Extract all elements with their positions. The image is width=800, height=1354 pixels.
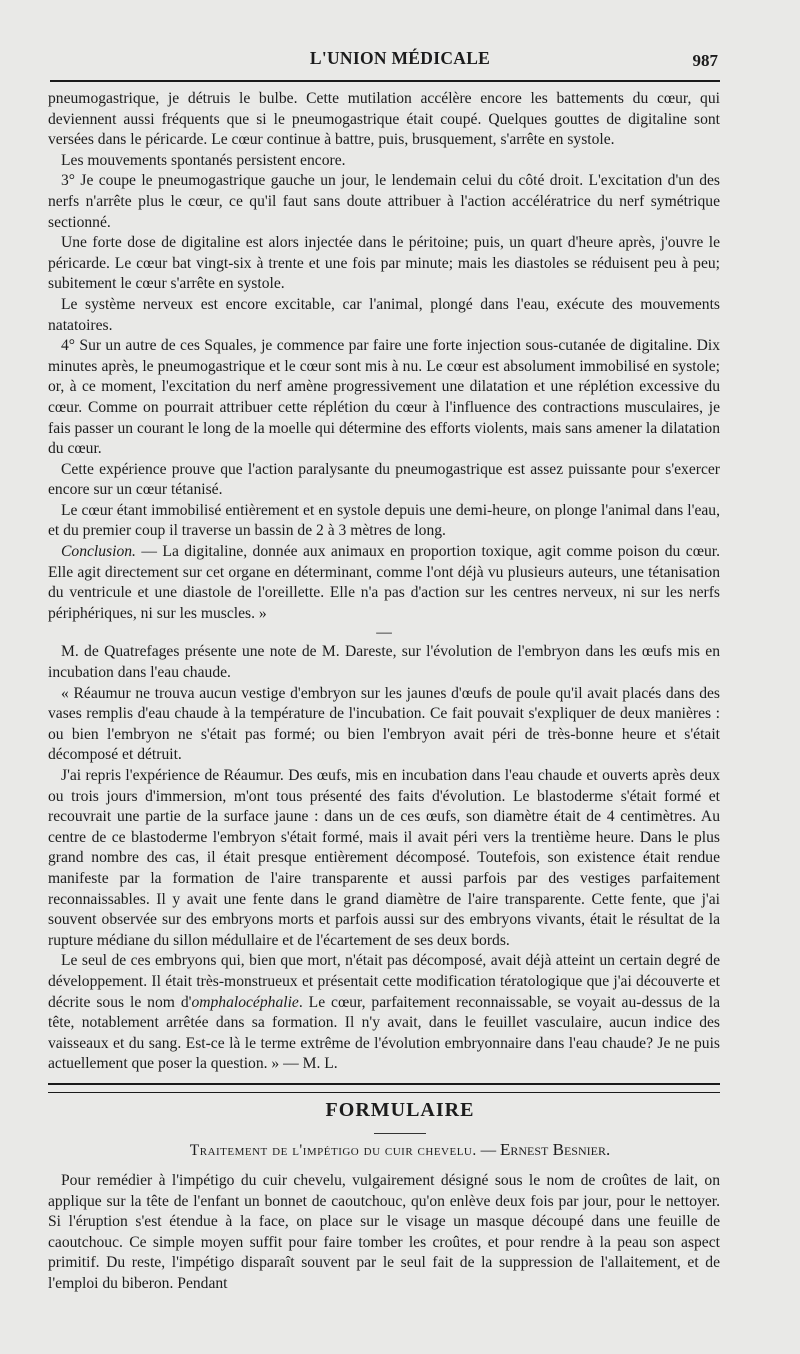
term-omphalocephalie: omphalocéphalie xyxy=(191,993,299,1011)
paragraph: pneumogastrique, je détruis le bulbe. Cette mutilation accélère encore les battements du cœur, qui deviennent aussi fréquents que si le pneumogastrique était coupé. Quelques gouttes de digitaline sont versées dans le péricarde. Le cœur continue à battre, puis, brusquement, s'arrête en systole. xyxy=(48,90,720,149)
formula-heading xyxy=(0,1138,800,1163)
paragraph: 4° Sur un autre de ces Squales, je commence par faire une forte injection sous-cutanée de digitaline. Dix minutes après, le pneumogastrique et le cœur sont mis à nu. Le cœur est absolument immobilisé en systole; or, à ce moment, l'excitation du nerf amène progressivement une dilatation et une réplétion excessive du cœur. Comme on pourrait attribuer cette réplétion du cœur à l'influence des contractions musculaires, je fais passer un courant le long de la moelle qui détermine des efforts violents, mais sans amener la dilatation du cœur. xyxy=(48,337,720,458)
paragraph-text: Le seul de ces embryons qui, bien que mort, n'était pas décomposé, avait déjà atteint un certain degré de développement. Il était très-monstrueux et présentait cette modification tératologique que j'ai découverte et décrite sous le nom d' xyxy=(48,952,720,1011)
paragraph: 3° Je coupe le pneumogastrique gauche un jour, le lendemain celui du côté droit. L'excitation d'un des nerfs n'arrête plus le cœur, ce qu'il faut sans doute attribuer à l'action accélératrice du nerf symétrique sectionné. xyxy=(48,172,720,231)
section-double-rule xyxy=(48,1083,720,1093)
paragraph: « Réaumur ne trouva aucun vestige d'embryon sur les jaunes d'œufs de poule qu'il avait placés dans des vases remplis d'eau chaude à la température de l'incubation. Ce fait pouvait s'expliquer de deux manières : ou bien l'embryon ne s'était pas formé; ou bien l'embryon avait péri de très-bonne heure et s'était décomposé et détruit. xyxy=(48,684,720,764)
paragraph: Le système nerveux est encore excitable, car l'animal, plongé dans l'eau, exécute des mouvements natatoires. xyxy=(48,295,720,334)
paragraph: Le cœur étant immobilisé entièrement et en systole depuis une demi-heure, on plonge l'animal dans l'eau, et du premier coup il traverse un bassin de 2 à 3 mètres de long. xyxy=(48,501,720,540)
paragraph: J'ai repris l'expérience de Réaumur. Des œufs, mis en incubation dans l'eau chaude et ouverts après deux ou trois jours d'immersion, m'ont tous présenté des faits d'évolution. Le blastoderme s'était formé et recouvrait une partie de la surface jaune : dans un de ces œufs, son diamètre était de 4 centimètres. Au centre de ce blastoderme l'embryon s'était formé, mais il avait péri vers la trentième heure. Dans le plus grand nombre des cas, il était presque entièrement décomposé. Toutefois, son existence était rendue manifeste par la formation de l'aire transparente et aussi parfois par des vestiges parfaitement reconnaissables. Il y avait une fente dans le grand diamètre de l'aire transparente. Cette fente, que j'ai souvent observée sur des embryons morts et parfois aussi sur des embryons vivants, était le résultat de la rupture médiane du sillon médullaire et de l'écartement de ses deux bords. xyxy=(48,767,720,949)
paragraph: Cette expérience prouve que l'action paralysante du pneumogastrique est assez puissante pour s'exercer encore sur un cœur tétanisé. xyxy=(48,460,720,499)
formula-title: Traitement de l'impétigo du cuir chevelu. xyxy=(189,1142,477,1159)
paragraph: Pour remédier à l'impétigo du cuir chevelu, vulgairement désigné sous le nom de croûtes de lait, on applique sur la tête de l'enfant un bonnet de caoutchouc, qu'on enlève deux fois par jour, pour le nettoyer. Si l'éruption s'est étendue à la face, on place sur le visage un masque découpé dans une feuille de caoutchouc. Ce simple moyen suffit pour faire tomber les croûtes, et pour rendre à la peau son aspect primitif. Du reste, l'impétigo disparaît souvent par le seul fait de la suppression de l'allaitement, et de l'emploi du biberon. Pendant xyxy=(48,1172,720,1292)
conclusion-label: Conclusion. xyxy=(61,543,136,561)
paragraph-text: . Le cœur, parfaitement reconnaissable, se voyait au-dessus de la tête, notablement arrêtée dans sa formation. Il n'y avait, dans le feuillet vasculaire, aucun indice des vaisseaux et du sang. Est-ce là le terme extrême de l'évolution embryonnaire dans l'eau chaude? Je ne puis actuellement que poser la question. » — M. L. xyxy=(48,993,720,1073)
page-number: 987 xyxy=(692,51,718,70)
heading-dash: — xyxy=(476,1142,500,1159)
formula-author: Ernest Besnier. xyxy=(500,1140,611,1159)
paragraph: Une forte dose de digitaline est alors injectée dans le péritoine; puis, un quart d'heure après, j'ouvre le péricarde. Le cœur bat vingt-six à trente et une fois par minute; mais les diastoles se réduisent peu à peu; subitement le cœur s'arrête en systole. xyxy=(48,234,720,293)
paragraph: M. de Quatrefages présente une note de M. Dareste, sur l'évolution de l'embryon dans les œufs mis en incubation dans l'eau chaude. xyxy=(48,643,720,682)
section-title-formulaire: FORMULAIRE xyxy=(325,1099,475,1121)
conclusion-text: — La digitaline, donnée aux animaux en proportion toxique, agit comme poison du cœur. Elle agit directement sur cet organe en déterminant, comme l'ont déjà vu plusieurs auteurs, une tétanisation du ventricule et une diastole de l'oreillette. Elle n'a pas d'action sur les centres nerveux, ni sur les nerfs périphériques, ni sur les muscles. » xyxy=(48,543,720,622)
header-rule xyxy=(50,80,720,82)
title-rule xyxy=(374,1133,426,1134)
formula-body xyxy=(48,1171,720,1295)
conclusion-paragraph xyxy=(48,542,720,624)
paragraph: Les mouvements spontanés persistent encore. xyxy=(61,151,346,169)
journal-title: L'UNION MÉDICALE xyxy=(309,48,491,68)
paragraph xyxy=(48,951,720,1075)
section-separator: — xyxy=(376,624,392,642)
article-body xyxy=(48,89,720,1075)
running-header xyxy=(0,44,800,74)
